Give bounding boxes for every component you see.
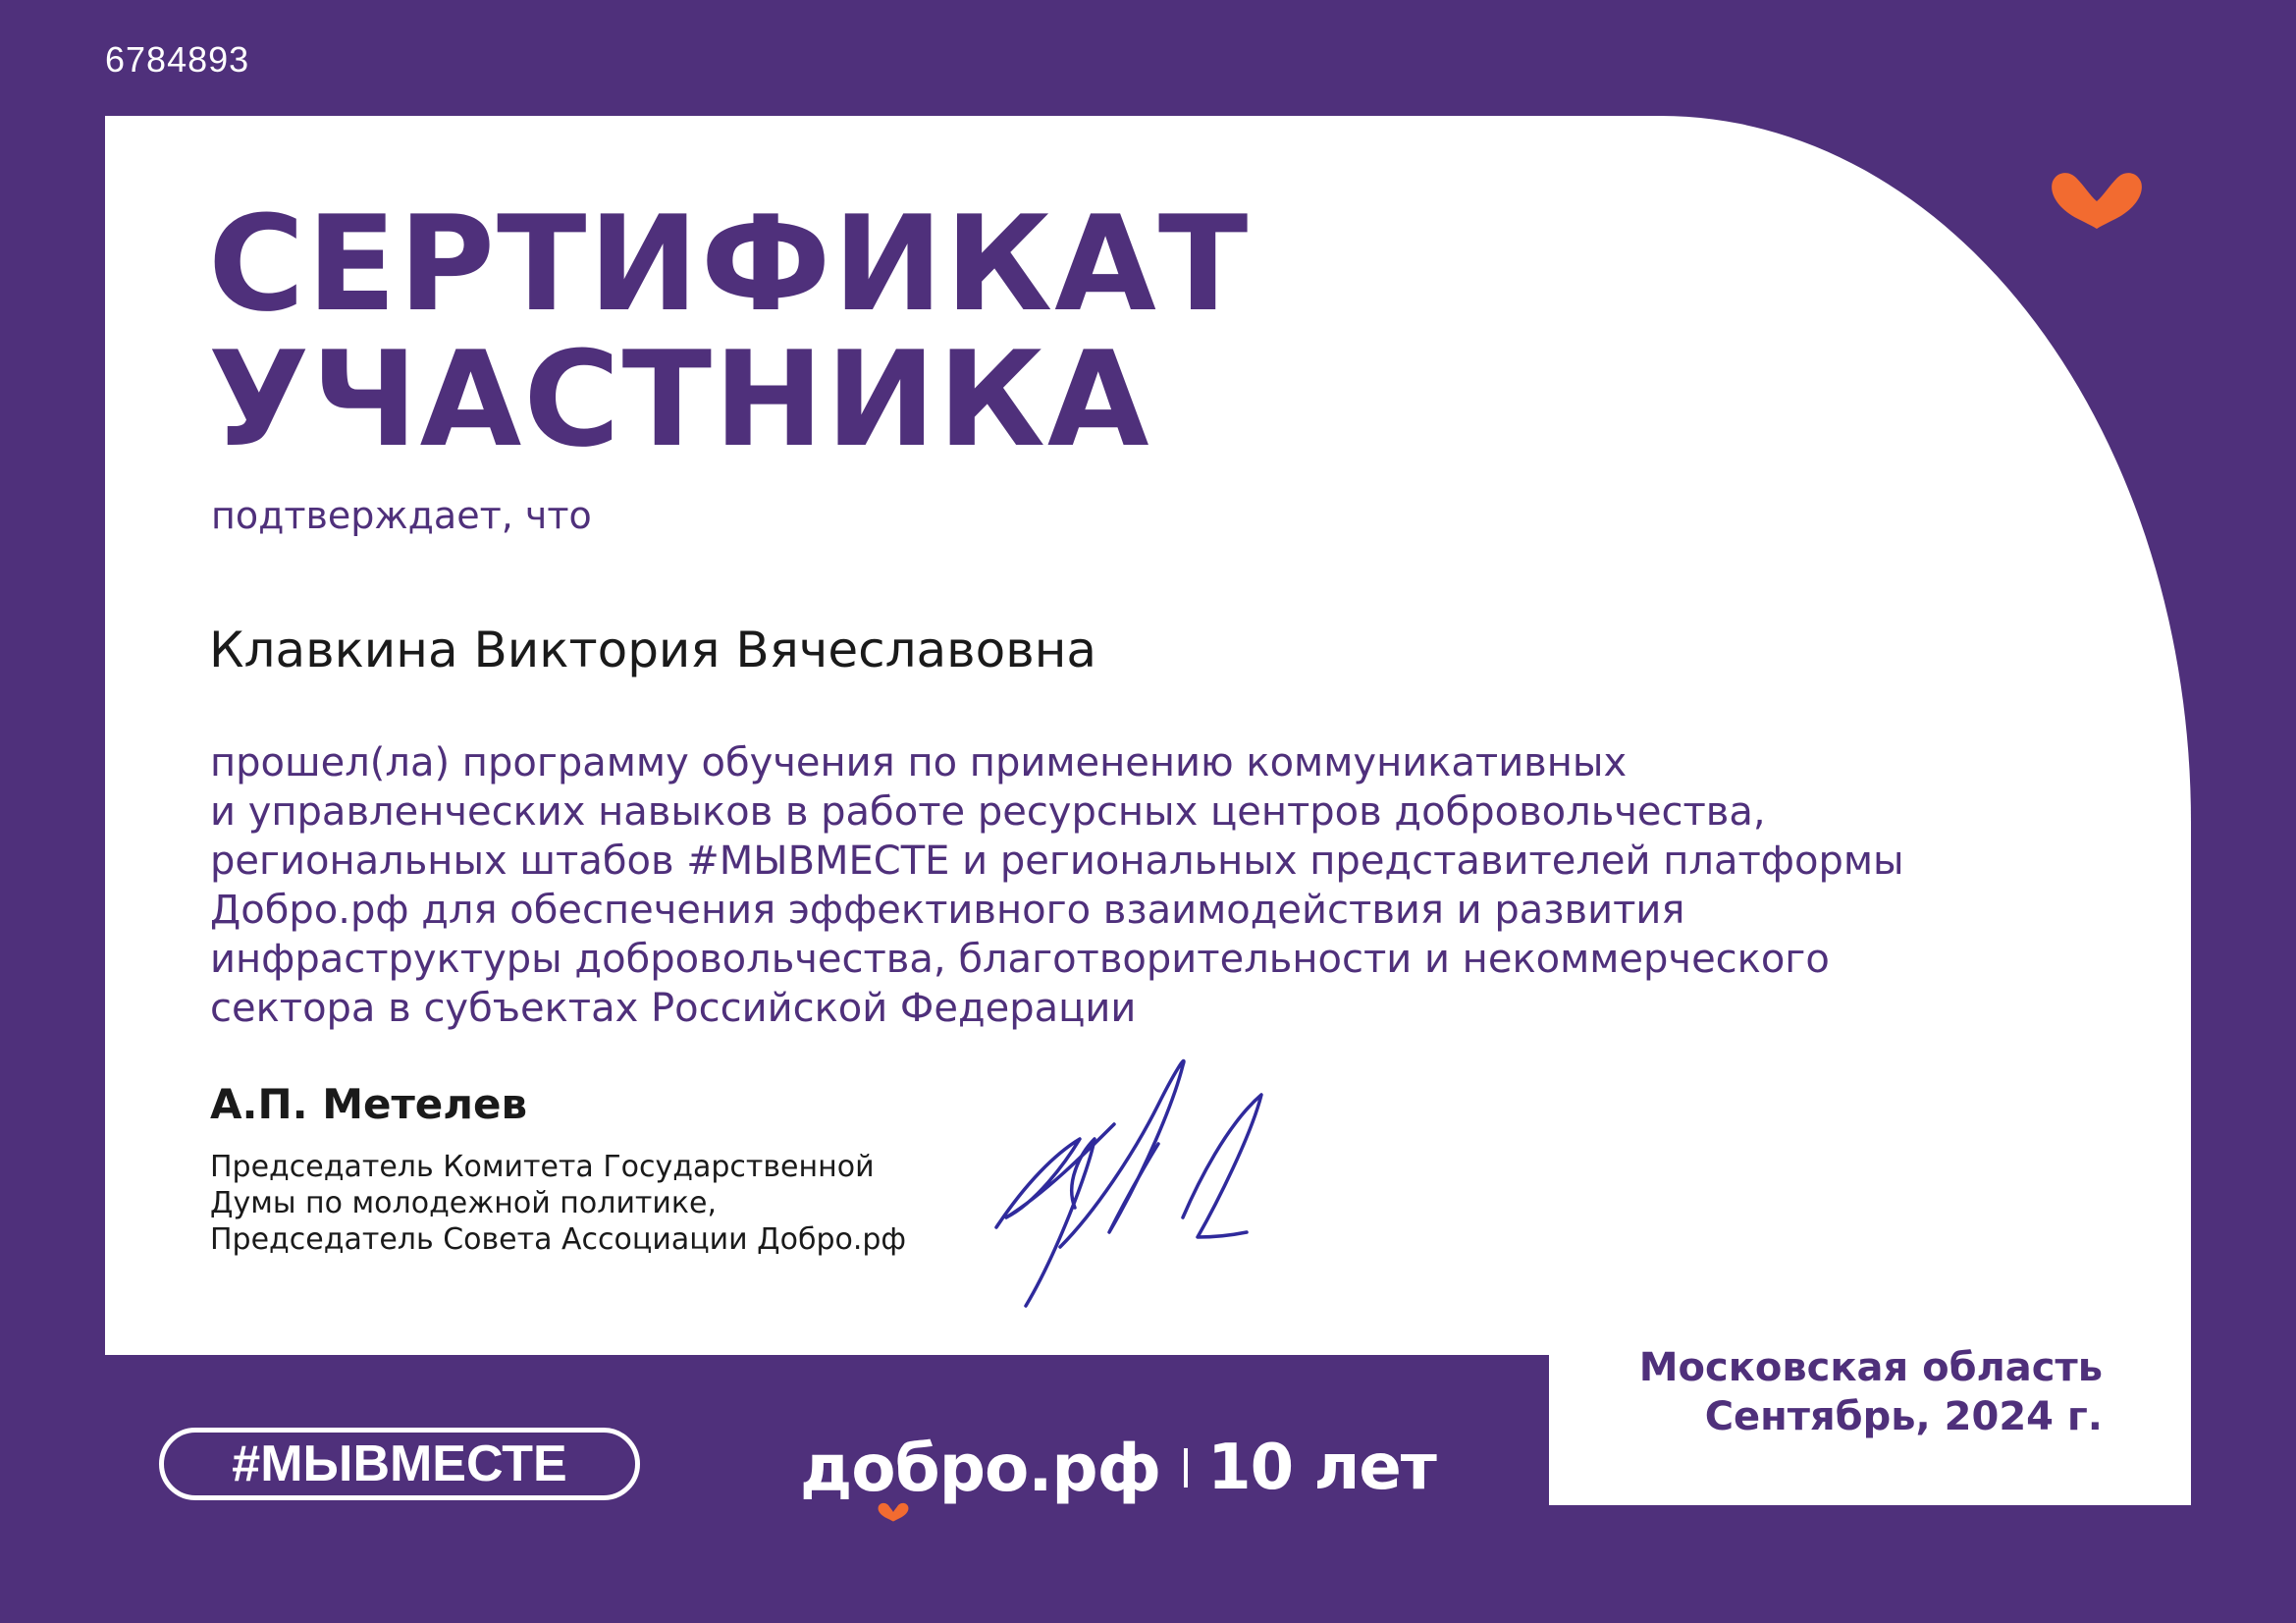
signer-name: А.П. Метелев: [210, 1080, 528, 1128]
program-description: [210, 738, 2075, 1033]
signer-title-line: Председатель Совета Ассоциации Добро.рф: [210, 1222, 907, 1257]
certificate-number: 6784893: [105, 39, 250, 80]
logo-years: 10 лет: [1207, 1432, 1436, 1504]
date: Сентябрь, 2024 г.: [1704, 1394, 2103, 1439]
dobro-logo: [800, 1424, 1436, 1512]
logo-word: [800, 1431, 1160, 1506]
signature-image: [987, 1046, 1310, 1321]
recipient-name: Клавкина Виктория Вячеславовна: [209, 622, 1097, 678]
logo-divider: [1184, 1448, 1188, 1488]
description-line: инфраструктуры добровольчества, благотворительности и некоммерческого: [210, 937, 1830, 982]
hashtag-badge: #МЫВМЕСТЕ: [159, 1428, 640, 1500]
description-line: сектора в субъектах Российской Федерации: [210, 986, 1137, 1031]
signer-title-line: Думы по молодежной политике,: [210, 1186, 718, 1220]
description-line: региональных штабов #МЫВМЕСТЕ и региональных представителей платформы: [210, 839, 1904, 884]
place-and-date: [1639, 1343, 2103, 1441]
certificate-title: [208, 188, 1251, 476]
signer-title-line: Председатель Комитета Государственной: [210, 1150, 875, 1184]
heart-icon: [877, 1502, 910, 1522]
confirms-text: подтверждает, что: [211, 494, 592, 537]
description-line: прошел(ла) программу обучения по применению коммуникативных: [210, 740, 1628, 785]
heart-icon: [2047, 172, 2147, 233]
place: Московская область: [1638, 1345, 2103, 1390]
logo-text: добро.рф: [800, 1430, 1161, 1506]
description-line: Добро.рф для обеспечения эффективного взаимодействия и развития: [210, 888, 1685, 933]
title-line-2: УЧАСТНИКА: [208, 323, 1151, 476]
signer-title: [210, 1149, 906, 1258]
description-line: и управленческих навыков в работе ресурсных центров добровольчества,: [210, 789, 1766, 835]
title-line-1: СЕРТИФИКАТ: [208, 188, 1251, 341]
